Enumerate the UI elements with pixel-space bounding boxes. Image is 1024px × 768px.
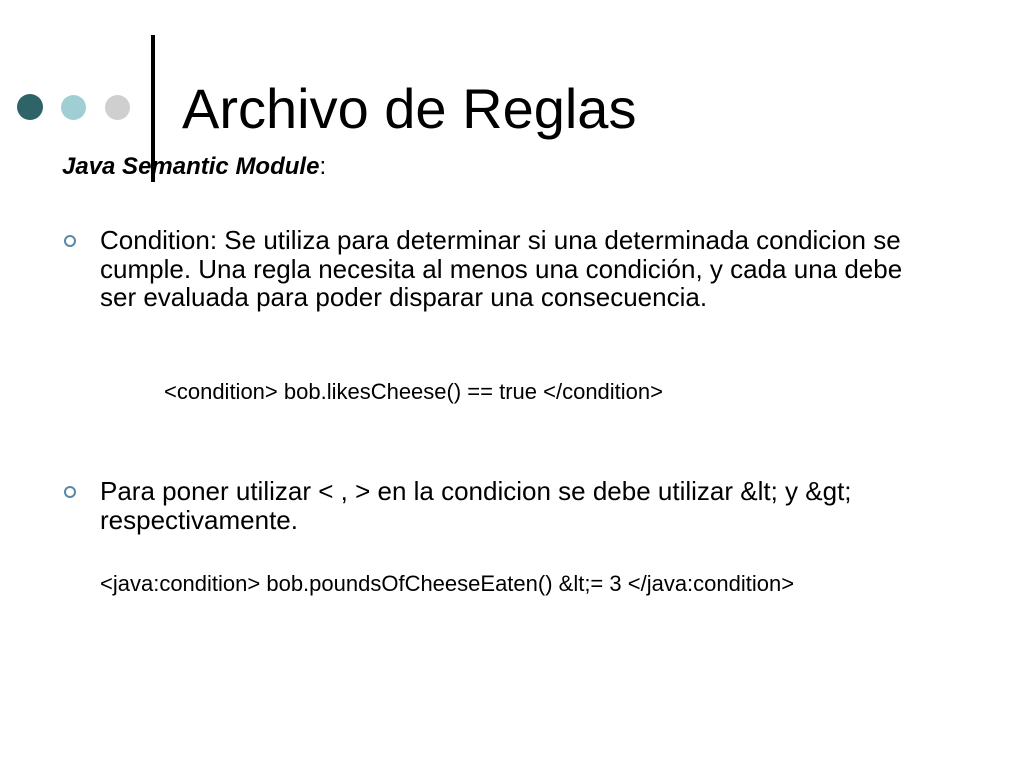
decoration-dot-teal — [61, 95, 86, 120]
slide-title: Archivo de Reglas — [182, 77, 637, 140]
bullet-icon — [64, 235, 76, 247]
decoration-dot-dark — [17, 94, 43, 120]
bullet-icon — [64, 486, 76, 498]
bullet-text: Para poner utilizar < , > en la condicion se debe utilizar &lt; y &gt; respectivamente. — [100, 476, 852, 535]
bullet-text: Condition: Se utiliza para determinar si una determinada condicion se cumple. Una regla necesita al menos una condición, y cada una debe ser evaluada para poder disparar una consecuencia. — [100, 225, 903, 312]
subtitle-suffix: : — [319, 153, 327, 180]
decoration-dot-gray — [105, 95, 130, 120]
code-example: <java:condition> bob.poundsOfCheeseEaten() &lt;= 3 </java:condition> — [100, 571, 795, 596]
slide-subtitle — [62, 152, 326, 182]
code-example: <condition> bob.likesCheese() == true </condition> — [164, 379, 663, 404]
subtitle-emphasis: Java Semantic Module — [62, 153, 320, 180]
